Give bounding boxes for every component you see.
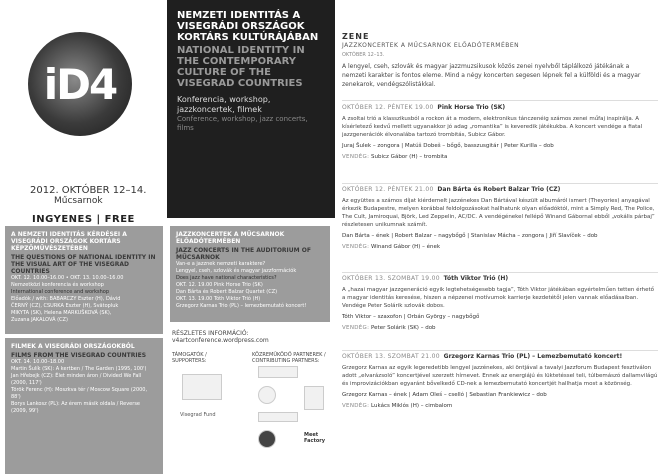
- conference-line: Előadók / with: BABARCZY Eszter (H), Dávid: [11, 296, 121, 302]
- event-title: Pink Horse Trio (SK): [437, 104, 506, 111]
- films-box: [5, 338, 163, 474]
- partners-label: KÖZREMŰKÖDŐ PARTNEREK / CONTRIBUTING PARTNERS:: [252, 352, 326, 364]
- conference-line: International conference and workshop: [11, 289, 110, 295]
- films-line: Martin Šulík (SK): A kertben / The Garden (1995, 100'): [11, 366, 147, 372]
- bmc-logo: [258, 430, 276, 448]
- partners-block: [172, 352, 330, 470]
- event-date: 2012. OKTÓBER 12–14.: [30, 185, 147, 196]
- jazz-line: OKT. 13. 19.00 Tóth Viktor Trió (H): [176, 296, 261, 302]
- jazz-box: [170, 226, 330, 322]
- ministry-logo: [182, 374, 222, 400]
- section-subheading: JAZZKONCERTEK A MŰCSARNOK ELŐADÓTERMÉBEN: [342, 42, 520, 49]
- event-lineup: Grzegorz Karnas – ének | Adam Oleś – cselló | Sebastian Frankiewicz – dob: [342, 392, 547, 398]
- guest-label: VENDÉG:: [342, 403, 370, 409]
- conference-line: ČERNÝ (CZ), CSURKA Eszter (H), Svätopluk: [11, 303, 119, 309]
- jazz-title-en: JAZZ CONCERTS IN THE AUDITORIUM OF MŰCSARNOK: [176, 247, 311, 261]
- guest-name: Lukács Miklós (H) – cimbalom: [371, 403, 453, 409]
- id4-logo: [28, 32, 132, 136]
- divider: [342, 100, 658, 101]
- event-date: OKTÓBER 13. SZOMBAT 19.00: [342, 275, 440, 282]
- guest-name: Peter Solárik (SK) – dob: [371, 325, 436, 331]
- partner-logo: [304, 386, 324, 410]
- guest-label: VENDÉG:: [342, 244, 370, 250]
- info-url[interactable]: v4artconference.wordpress.com: [172, 337, 269, 344]
- films-line: Jan Hřebejk (CZ): Élet minden áron / Divided We Fall (2000, 117'): [11, 373, 142, 386]
- films-line: Török Ferenc (H): Moszkva tér / Moscow Square (2000, 88'): [11, 387, 148, 400]
- conference-line: Zuzana JAKALOVÁ (CZ): [11, 317, 68, 323]
- title-box: [167, 0, 335, 218]
- conference-title: A NEMZETI IDENTITÁS KÉRDÉSEI A VISEGRÁDI ORSZÁGOK KORTÁRS KÉPZŐMŰVÉSZETÉBEN: [11, 231, 127, 252]
- event-date: OKTÓBER 13. SZOMBAT 21.00: [342, 353, 440, 360]
- jazz-line: OKT. 12. 19.00 Pink Horse Trio (SK): [176, 282, 263, 288]
- section-intro: A lengyel, cseh, szlovák és magyar jazzmuzsikusok közös zenei nyelvből táplálkozó játékának a nemzeti karakter is fontos eleme. Mind a négy koncerten segesen lépnek fel a külföldi és a magyar zenekarok, vendégszólistákkal.: [342, 63, 641, 88]
- event-title: Dan Bárta és Robert Balzar Trio (CZ): [437, 186, 561, 193]
- jazz-line: Does jazz have national characteristics?: [176, 275, 277, 281]
- event-venue: Műcsarnok: [54, 196, 103, 206]
- event-title: Tóth Viktor Trió (H): [443, 275, 509, 282]
- event-description: Grzegorz Karnas az egyik legeredetibb lengyel jazzénekes, aki öntjával a tavalyi Jazzforum Budapest fesztiválon adott „elvarázsoló” koncertjével szerzett hírnevet. Ennek az energiájú és lüktetéssel teli, túlbemászó dallamvilágú és improvizációkban egyaránt bővelkedő CD-nek a lemezbemutató koncertjét hallhatja most a közönség.: [342, 365, 658, 387]
- guest-label: VENDÉG:: [342, 154, 370, 160]
- free-label: INGYENES | FREE: [32, 214, 135, 225]
- info-label: RÉSZLETES INFORMÁCIÓ:: [172, 330, 249, 337]
- subtitle-hu: Konferencia, workshop, jazzkoncertek, filmek: [177, 95, 271, 114]
- event-item: [342, 104, 658, 161]
- event-item: [342, 186, 658, 251]
- partner-logo: [258, 412, 298, 422]
- conference-title-en: THE QUESTIONS OF NATIONAL IDENTITY IN THE VISUAL ART OF THE VISEGRAD COUNTRIES: [11, 254, 156, 275]
- event-date: OKTÓBER 12. PÉNTEK 21.00: [342, 186, 434, 193]
- event-date: OKTÓBER 12. PÉNTEK 19.00: [342, 104, 434, 111]
- logo-text: iD4: [43, 59, 117, 109]
- jazz-line: Van-e a jazznek nemzeti karaktere?: [176, 261, 266, 267]
- title-hu: NEMZETI IDENTITÁS A VISEGRÁDI ORSZÁGOK KORTÁRS KULTÚRÁJÁBAN: [177, 10, 319, 43]
- divider: [342, 183, 658, 184]
- partner-logo: [258, 386, 276, 404]
- jazz-line: Grzegorz Karnas Trio (PL) – lemezbemutató koncert!: [176, 303, 307, 309]
- guest-label: VENDÉG:: [342, 325, 370, 331]
- films-title-en: FILMS FROM THE VISEGRAD COUNTRIES: [11, 352, 147, 359]
- event-item: [342, 275, 658, 332]
- section-date: OKTÓBER 12–13.: [342, 52, 385, 58]
- title-en: NATIONAL IDENTITY IN THE CONTEMPORARY CULTURE OF THE VISEGRAD COUNTRIES: [177, 45, 305, 89]
- jazz-line: Dan Bárta és Robert Balzar Quartet (CZ): [176, 289, 278, 295]
- section-heading: ZENE: [342, 32, 370, 41]
- event-lineup: Juraj Šulek – zongora | Matúš Dobeš – bőgő, basszusgitár | Peter Kurilla – dob: [342, 143, 554, 149]
- event-item: [342, 353, 658, 410]
- guest-name: Winand Gábor (H) – ének: [371, 244, 441, 250]
- meet-factory-logo: Meet Factory: [304, 432, 326, 444]
- films-line: Borys Lankosz (PL): Az érem másik oldala / Reverse (2009, 99'): [11, 401, 140, 414]
- info-block: [172, 330, 269, 344]
- divider: [342, 272, 658, 273]
- event-title: Grzegorz Karnas Trio (PL) – Lemezbemutató koncert!: [443, 353, 623, 360]
- guest-name: Subicz Gábor (H) – trombita: [371, 154, 448, 160]
- event-lineup: Tóth Viktor – szaxofon | Orbán György – nagybőgő: [342, 314, 480, 320]
- conference-line: MIKYTA (SK), Helena MARKUŠKOVÁ (SK),: [11, 310, 112, 316]
- partner-logo: [258, 366, 298, 378]
- event-description: A zsoltai trió a klasszikusból a rockon át a modern, elektronikus tánczenéig számos zenei műfaj inspirálja. A kísérletező kedvű mellett ugyanakkor jó adag „romantika” is keveredik játékukba. A koncert vendége a fiatal jazzgenerációk élvonalába tartozó trombitás, Subicz Gábor.: [342, 116, 643, 138]
- event-description: A „hazai magyar jazzgeneráció egyik legtehetségesebb tagja”, Tóth Viktor játékában egyértelműen tetten érhető a magyar identitás keresése, hiszen a népzenei motívumok karrierje kezdetétől jelen vannak előadásaiban. Vendége Peter Solárik szlovák dobos.: [342, 287, 655, 309]
- visegrad-fund-logo: Visegrad Fund: [180, 412, 216, 418]
- event-lineup: Dan Bárta – ének | Robert Balzar – nagybőgő | Stanislav Mácha – zongora | Jiří Slavíček – dob: [342, 233, 598, 239]
- event-description: Az együttes a számos díjat kiérdemelt jazzénekes Dan Bártával készült albumáról ismert (Theyories) anyagával érkezik Budapestre, melyen korábbal feldolgozásokat hallhatunk olyan előadóktól, mint a Simply Red, The Police, The Cult, Jamiroquai, Björk, Led Zeppelin, AC/DC. A vendégénekel fellépő Winand Gábornal ebből „vokális párbaj” részletesen unikumnak számít.: [342, 198, 655, 228]
- films-line: OKT. 14. 10.00–18.00: [11, 359, 65, 365]
- divider: [342, 350, 658, 351]
- jazz-line: Lengyel, cseh, szlovák és magyar jazzformációk: [176, 268, 297, 274]
- subtitle-en: Conference, workshop, jazz concerts, films: [177, 115, 308, 132]
- jazz-title: JAZZKONCERTEK A MŰCSARNOK ELŐADÓTERMÉBEN: [176, 231, 285, 245]
- conference-line: Nemzetközi konferencia és workshop: [11, 282, 104, 288]
- conference-box: [5, 226, 163, 334]
- conference-line: OKT. 12. 10.00–16.00 • OKT. 13. 10.00–16.00: [11, 275, 124, 281]
- films-title: FILMEK A VISEGRÁDI ORSZÁGOKBÓL: [11, 343, 135, 350]
- supporters-label: TÁMOGATÓK / SUPPORTERS:: [172, 352, 207, 364]
